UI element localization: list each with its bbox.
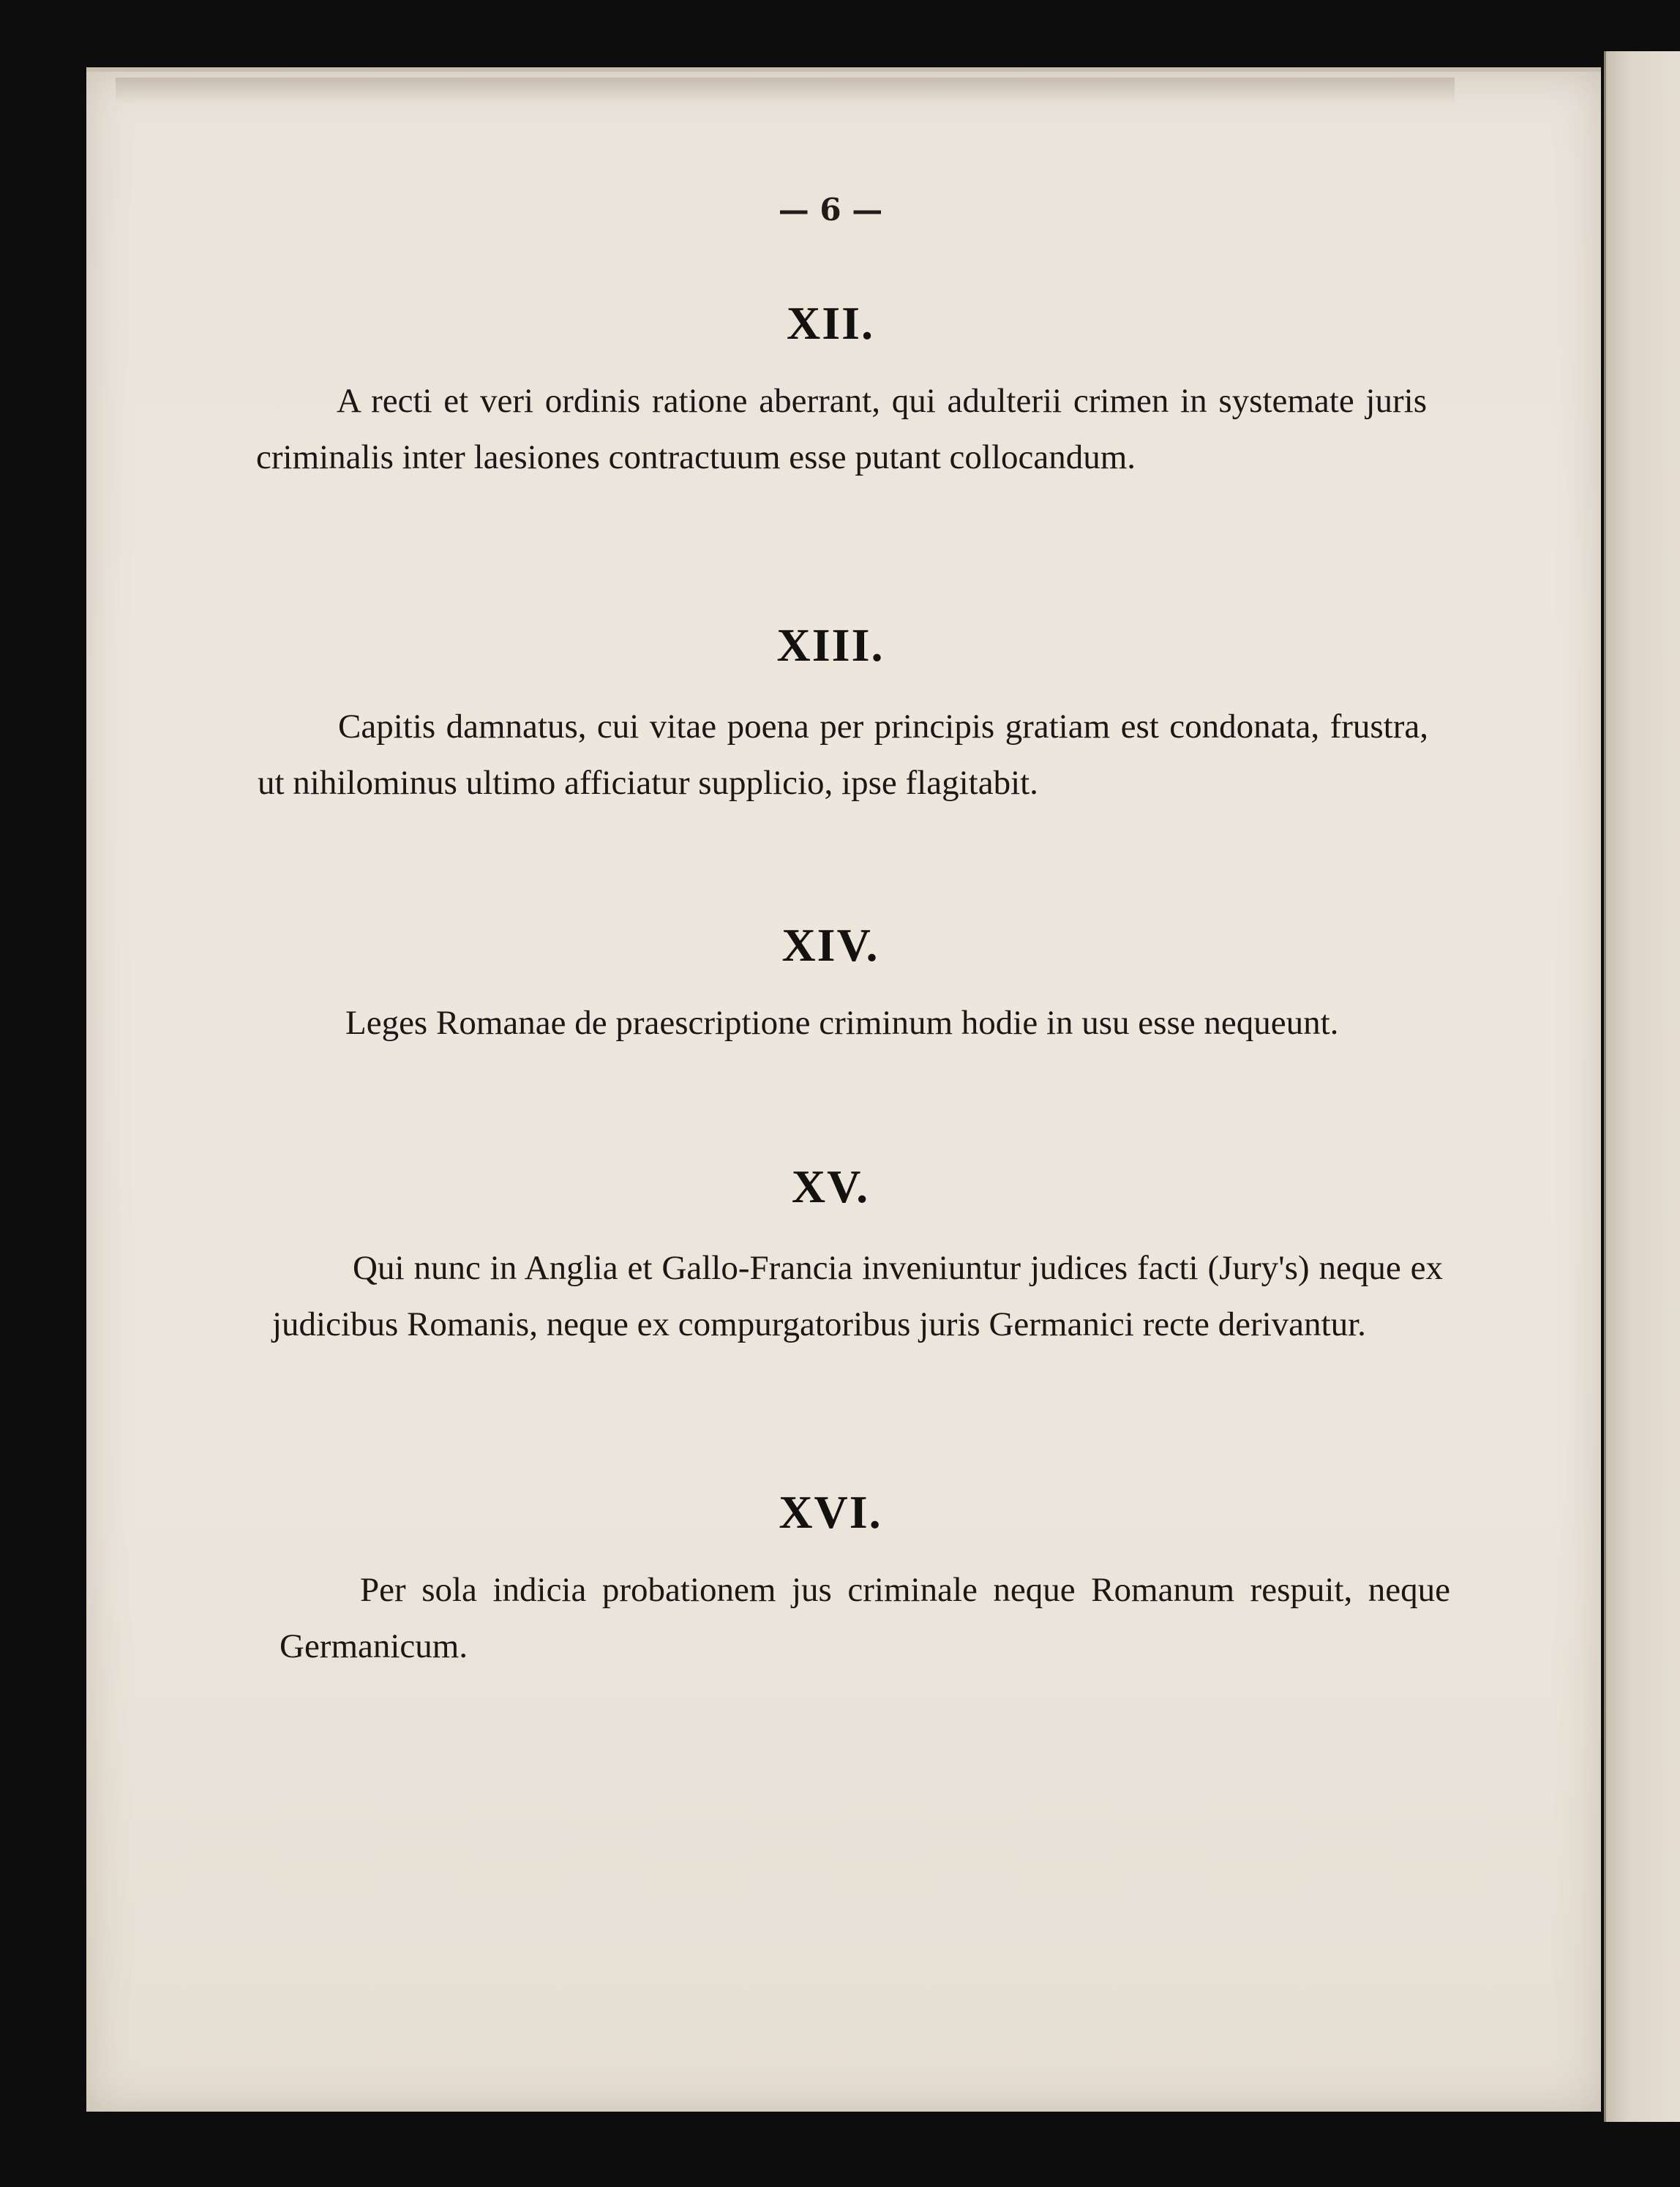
section-heading-xvi: XVI. — [779, 1486, 882, 1538]
section-text-xiv: Leges Romanae de praescriptione criminum hodie in usu esse nequeunt. — [345, 1004, 1339, 1042]
section-text-xiii: Capitis damnatus, cui vitae poena per principis gratiam est condonata, frustra, ut nihilominus ultimo afficiatur supplicio, ipse flagitabit. — [258, 708, 1428, 802]
section-text-xv: Qui nunc in Anglia et Gallo-Francia inveniuntur judices facti (Jury's) neque ex judicibus Romanis, neque ex compurgatoribus juris Germanici recte derivantur. — [272, 1249, 1443, 1343]
section-heading-xv: XV. — [791, 1160, 870, 1212]
section-heading-xiii: XIII. — [776, 619, 885, 671]
next-page-edge — [1604, 51, 1680, 2122]
section-heading-xiv: XIV. — [781, 919, 880, 971]
section-text-xii: A recti et veri ordinis ratione aberrant, qui adulterii crimen in systemate juris criminalis inter laesiones contractuum esse putant collocandum. — [256, 382, 1427, 476]
page-number: — 6 — — [778, 192, 883, 228]
section-text-xvi: Per sola indicia probationem jus criminale neque Romanum respuit, neque Germanicum. — [280, 1571, 1450, 1665]
section-heading-xii: XII. — [786, 297, 875, 349]
